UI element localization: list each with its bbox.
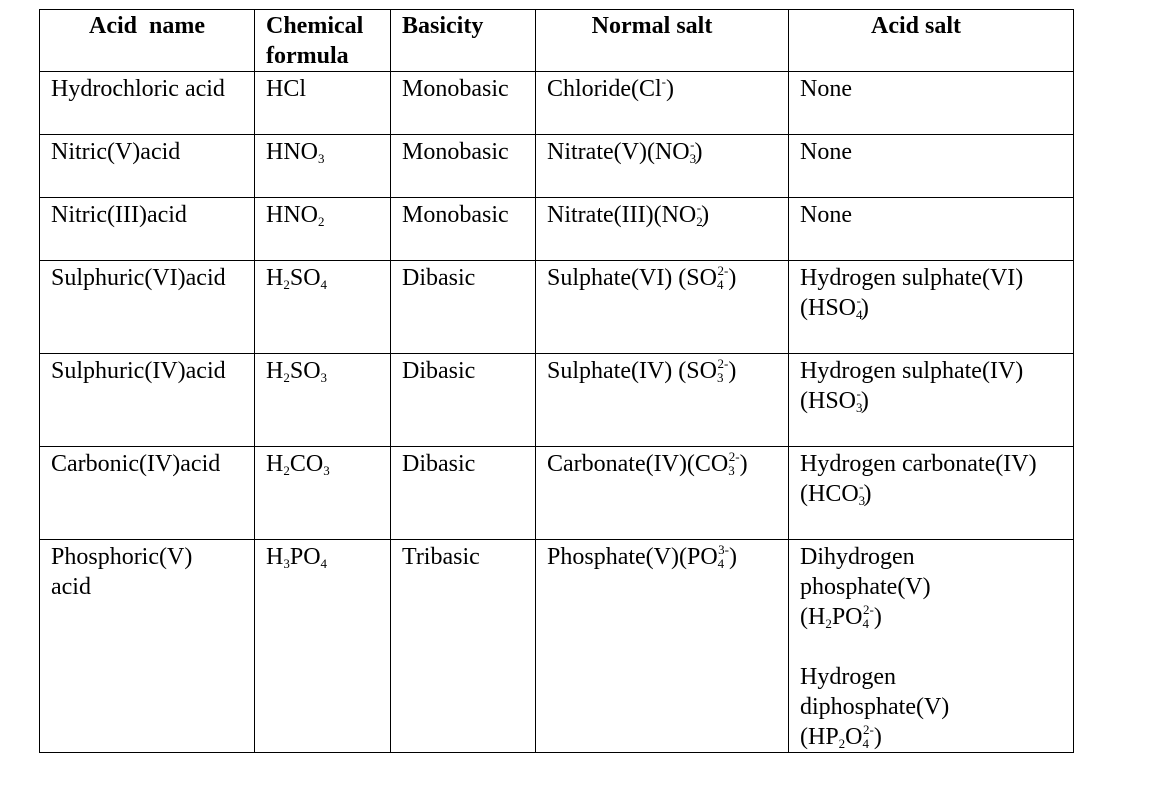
acid-salt-cell: Dihydrogen phosphate(V) $(H_2PO_4^{2-})$ Hydrogen diphosphate(V) $(HP_2O_4^{2-})$ [789,540,1074,753]
table-row [40,135,1074,198]
formula-cell: $HNO_3$ [255,135,391,198]
acids-table [39,9,1074,753]
acid-salt-cell: None [789,72,1074,135]
header-acid-name: Acid name [40,10,255,72]
basicity-cell: Dibasic [391,447,536,540]
table-row [40,261,1074,354]
acid-salt-cell: Hydrogen sulphate(VI) $(HSO_4^-)$ [789,261,1074,354]
table-row [40,198,1074,261]
normal-salt-cell: Sulphate(VI) $(SO_4^{2-})$ [536,261,789,354]
formula-cell: $H_3PO_4$ [255,540,391,753]
acid-name-cell: Carbonic(IV)acid [40,447,255,540]
formula-cell: $H_2CO_3$ [255,447,391,540]
formula-cell: $H_2SO_3$ [255,354,391,447]
acid-name-cell: Nitric(V)acid [40,135,255,198]
table-row [40,72,1074,135]
acid-name-cell: Phosphoric(V) acid [40,540,255,753]
header-acid-salt: Acid salt [789,10,1074,72]
header-normal-salt: Normal salt [536,10,789,72]
table-row [40,540,1074,753]
table-row [40,354,1074,447]
basicity-cell: Monobasic [391,198,536,261]
acid-salt-cell: Hydrogen sulphate(IV) $(HSO_3^-)$ [789,354,1074,447]
formula-cell: HCl [255,72,391,135]
formula-cell: $HNO_2$ [255,198,391,261]
header-row [40,10,1074,72]
normal-salt-cell: Sulphate(IV) $(SO_3^{2-})$ [536,354,789,447]
header-chemical-formula: Chemical formula [255,10,391,72]
basicity-cell: Monobasic [391,135,536,198]
normal-salt-cell: $Nitrate(III)(NO_2^-)$ [536,198,789,261]
acid-salt-cell: None [789,135,1074,198]
table-row [40,447,1074,540]
normal-salt-cell: $Nitrate(V)(NO_3^-)$ [536,135,789,198]
acid-salt-cell: None [789,198,1074,261]
acid-name-cell: Hydrochloric acid [40,72,255,135]
normal-salt-cell: Chloride(Cl-) [536,72,789,135]
acid-name-cell: Nitric(III)acid [40,198,255,261]
basicity-cell: Dibasic [391,354,536,447]
basicity-cell: Dibasic [391,261,536,354]
header-basicity: Basicity [391,10,536,72]
acid-salt-cell: Hydrogen carbonate(IV) $(HCO_3^-)$ [789,447,1074,540]
normal-salt-cell: $Carbonate(IV)(CO_3^{2-})$ [536,447,789,540]
basicity-cell: Tribasic [391,540,536,753]
normal-salt-cell: $Phosphate(V)(PO_4^{3-})$ [536,540,789,753]
acid-name-cell: Sulphuric(IV)acid [40,354,255,447]
formula-cell: $H_2SO_4$ [255,261,391,354]
acid-name-cell: Sulphuric(VI)acid [40,261,255,354]
basicity-cell: Monobasic [391,72,536,135]
